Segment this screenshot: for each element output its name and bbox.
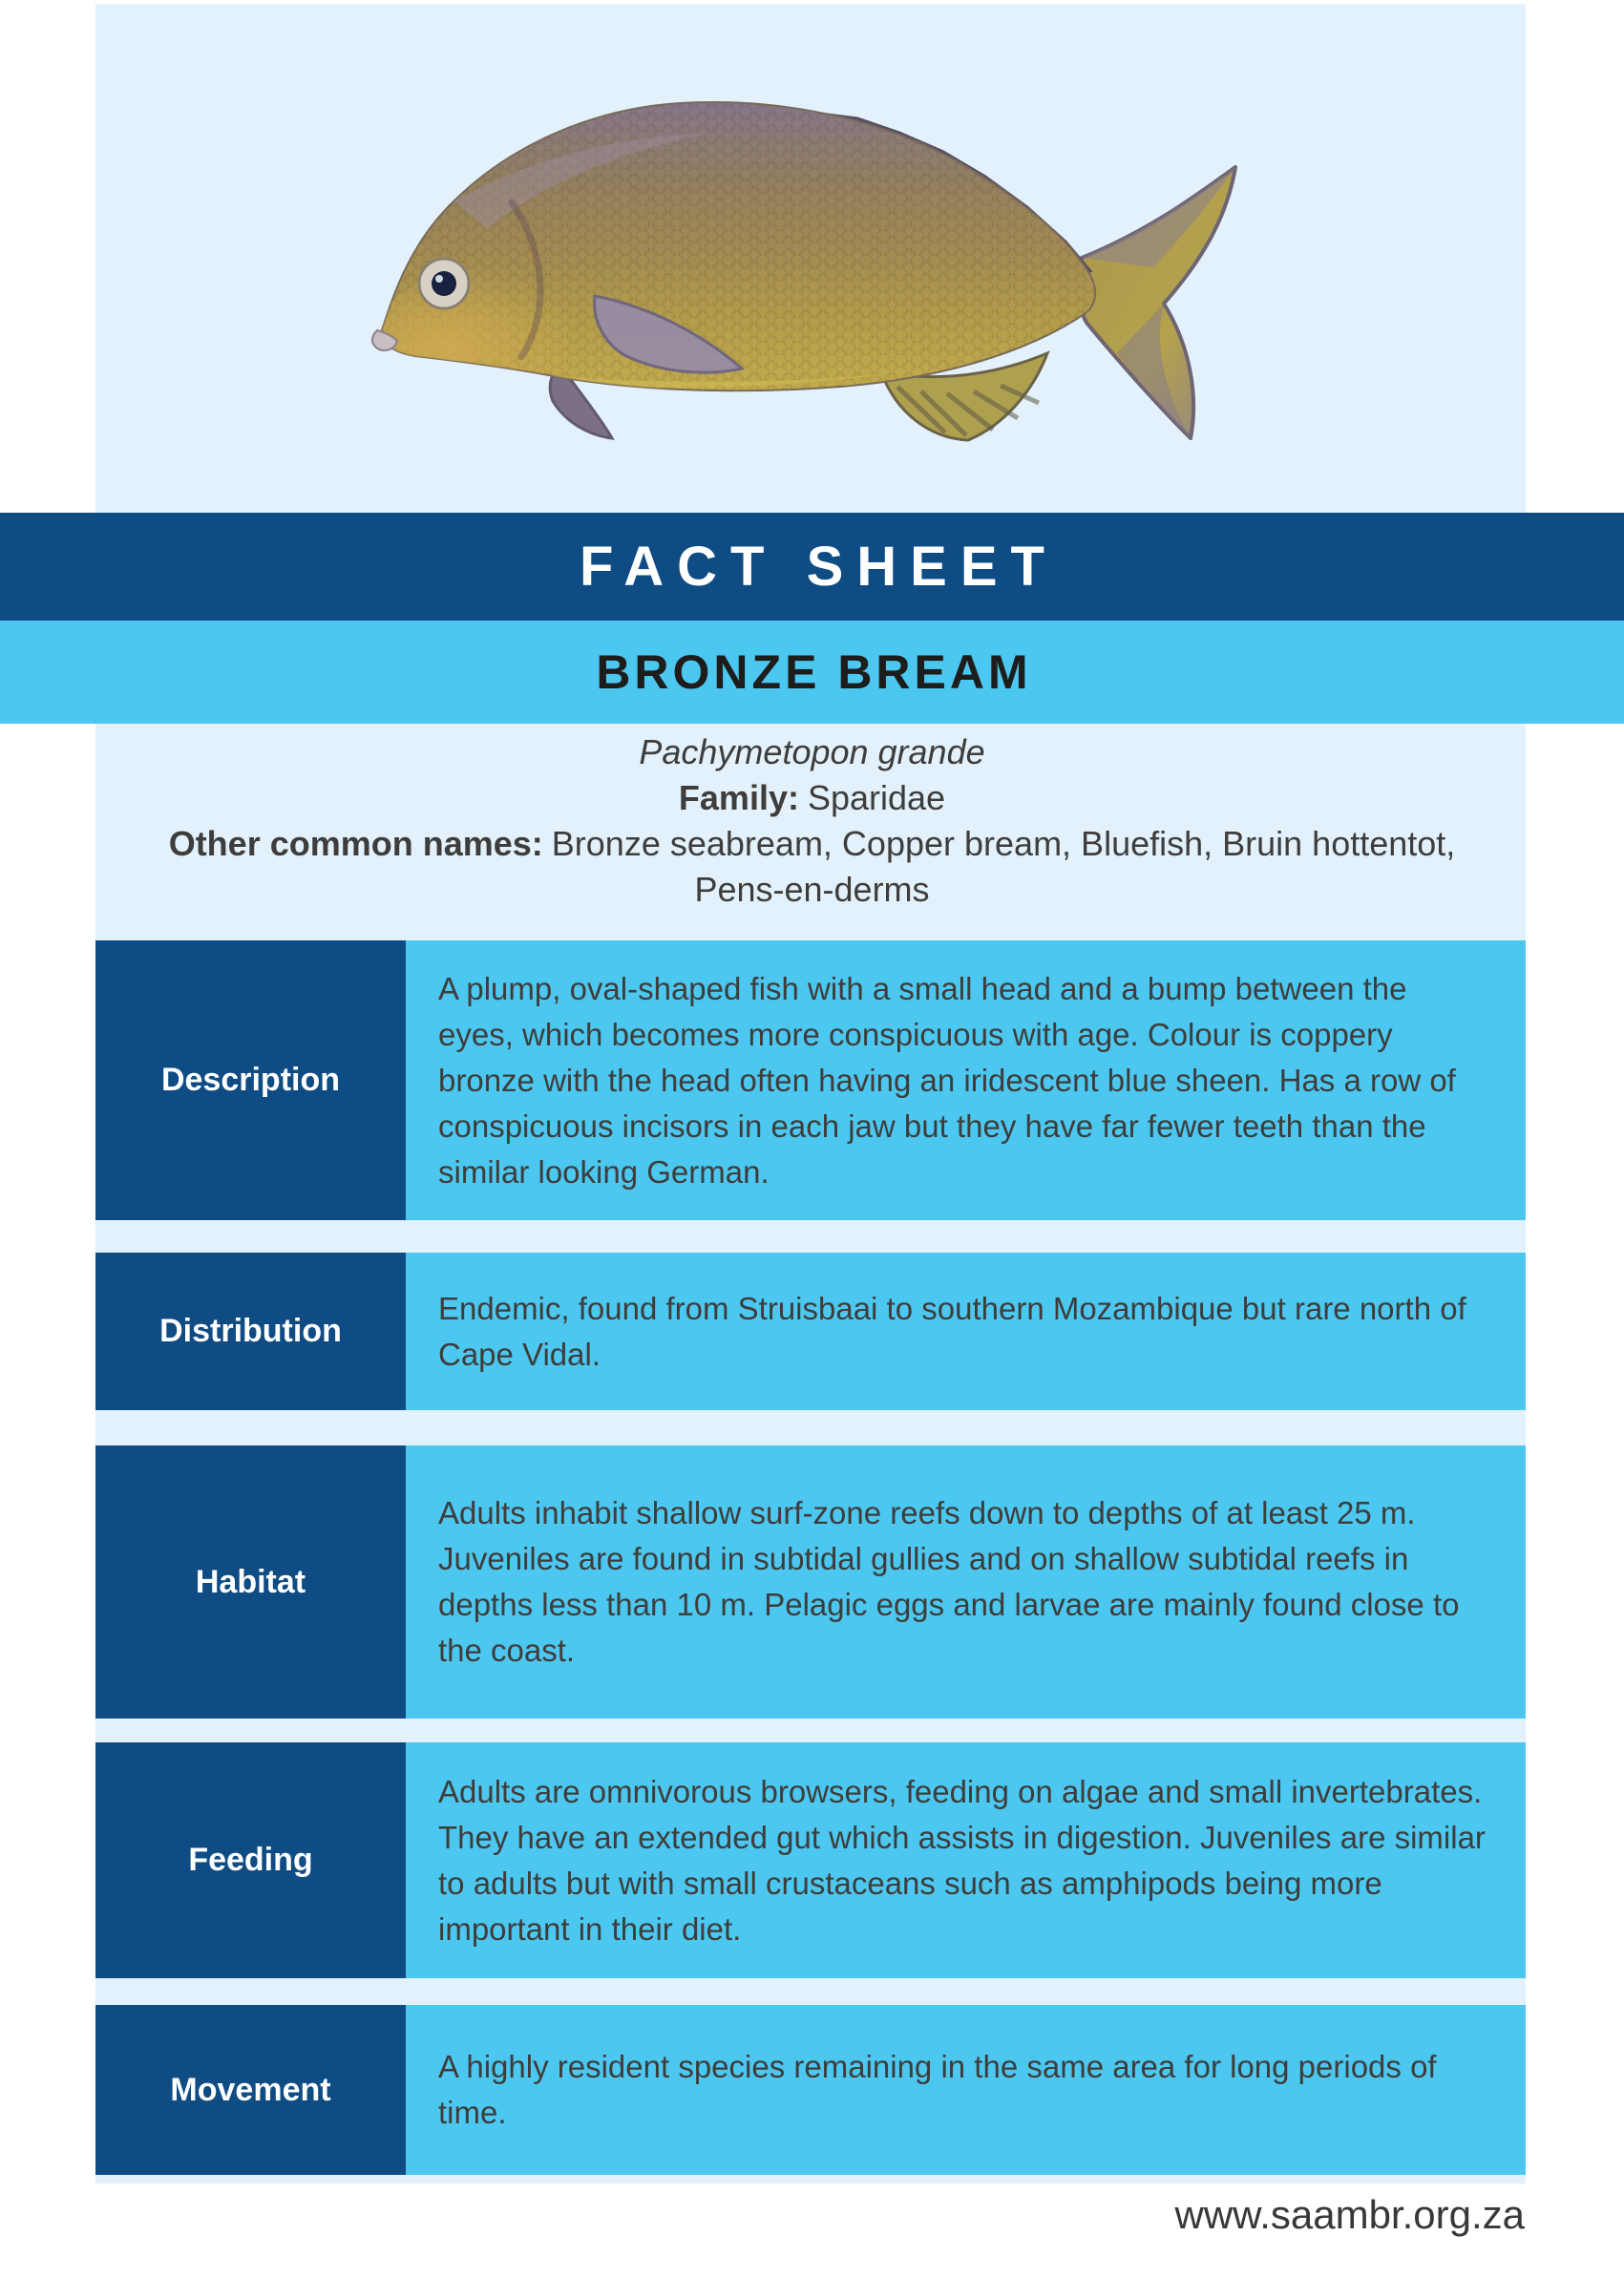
eye — [419, 259, 469, 308]
species-title: BRONZE BREAM — [596, 645, 1032, 699]
species-banner — [0, 621, 1624, 724]
table-row-habitat — [95, 1445, 1526, 1719]
row-text-description-value: A plump, oval-shaped fish with a small head and a bump between the eyes, which becomes more conspicuous with age. Colour is coppery bronze with the head often having an iridescent blue sheen. Has a row of conspicuous incisors in each jaw but they have far fewer teeth than the similar looking German. — [438, 970, 1456, 1190]
row-label-feeding: Feeding — [95, 1742, 406, 1978]
fish-image-area — [325, 57, 1260, 449]
family-line — [0, 775, 1624, 821]
other-names-line — [0, 821, 1624, 867]
table-row-movement — [95, 2005, 1526, 2175]
row-text-description — [406, 940, 1526, 1220]
row-text-movement-value: A highly resident species remaining in the same area for long periods of time. — [438, 2049, 1437, 2130]
row-label-distribution: Distribution — [95, 1253, 406, 1410]
row-label-description: Description — [95, 940, 406, 1220]
tail-fin — [1076, 167, 1235, 438]
row-text-habitat-value: Adults inhabit shallow surf-zone reefs down to depths of at least 25 m. Juveniles are found in subtidal gullies and on shallow subtidal reefs in depths less than 10 m. Pelagic eggs and larvae are mainly found close to the coast. — [438, 1495, 1460, 1668]
row-text-feeding-value: Adults are omnivorous browsers, feeding on algae and small invertebrates. They have an extended gut which assists in digestion. Juveniles are similar to adults but with small crustaceans such as amphipods being more important in their diet. — [438, 1773, 1486, 1947]
table-row-feeding — [95, 1742, 1526, 1978]
other-names-label: Other common names: — [168, 824, 543, 863]
website-url: www.saambr.org.za — [1174, 2192, 1525, 2237]
other-names-line-2: Pens-en-derms — [694, 870, 930, 909]
family-label: Family: — [678, 778, 799, 817]
row-text-movement — [406, 2005, 1526, 2175]
row-label-movement: Movement — [95, 2005, 406, 2175]
row-text-feeding — [406, 1742, 1526, 1978]
row-label-habitat: Habitat — [95, 1445, 406, 1719]
fact-sheet-title: FACT SHEET — [580, 536, 1058, 598]
table-row-distribution — [95, 1253, 1526, 1410]
row-text-distribution — [406, 1253, 1526, 1410]
other-names-value: Bronze seabream, Copper bream, Bluefish, Bruin hottentot, — [551, 824, 1456, 863]
taxonomy-block — [0, 729, 1624, 913]
scientific-name: Pachymetopon grande — [639, 732, 985, 771]
bronze-bream-fish-illustration — [325, 57, 1260, 449]
row-text-distribution-value: Endemic, found from Struisbaai to southern Mozambique but rare north of Cape Vidal. — [438, 1290, 1466, 1372]
fact-sheet-banner — [0, 513, 1624, 621]
row-text-habitat — [406, 1445, 1526, 1719]
family-value: Sparidae — [807, 778, 946, 817]
table-row-description — [95, 940, 1526, 1220]
